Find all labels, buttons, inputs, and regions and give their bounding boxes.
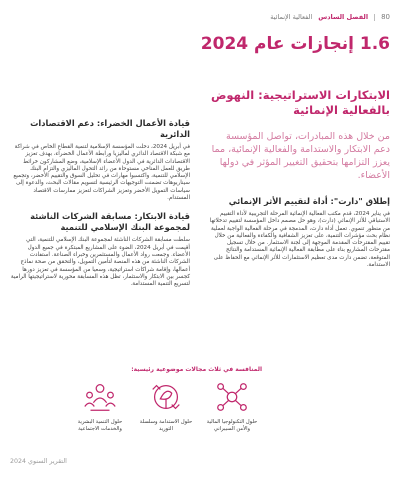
right-intro: من خلال هذه المبادرات، تواصل المؤسسة دعم الابتكار والاستدامة والفعالية الإنمائية، مما يعزز التزامها بتحقيق التغيير المؤثر في دولها الأعضاء. — [211, 131, 390, 181]
page-title: 1.6 إنجازات عام 2024 — [200, 34, 390, 54]
right-subtitle: الابتكارات الاستراتيجية: النهوض بالفعالية الإنمائية — [210, 88, 390, 117]
page-footer: التقرير السنوي 2024 — [10, 458, 67, 465]
theme-item — [72, 378, 128, 432]
theme-item — [138, 378, 194, 432]
right-column — [208, 88, 390, 269]
startup-heading: قيادة الابتكار: مسابقة الشركات الناشئة لمجموعة البنك الإسلامي للتنمية — [30, 211, 190, 233]
green-business-body: في أبريل 2024، دخلت المؤسسة الإسلامية لتنمية القطاع الخاص في شراكة مع شبكة الاقتصاد الدائري لماليزيا ورابطة الأعمال الخضراء، بهدف تعزيز الاقتصادات الدائرية في الدول الأعضاء الإسلامية، وضع المشاركون خرائط طريق للعمل المناخي مستوحاة من رائد التحول الماليزي والتزام البنك الإسلامي للتنمية، واكتسبوا مهارات في تحليل السوق والتقييم الأخضر، وتجميع سيناريوهات تضمنت التوجيهات الرئيسية لتسويم مقالات البحث، والدعوة إلى سياسات التمويل الأخضر وتعزيز الشراكات لتعزيز ممارسات الاقتصاد المستدام. — [13, 144, 190, 202]
theme-item — [204, 378, 260, 432]
header-divider — [374, 14, 375, 21]
theme-label: حلول التنمية البشرية والخدمات الاجتماعية — [77, 419, 123, 432]
header-section: الفعالية الإنمائية — [270, 13, 313, 21]
theme-label: حلول التكنولوجيا المالية والأمن السيبراني — [206, 419, 258, 432]
dart-heading: إطلاق "دارت": أداة لتقييم الأثر الإنمائي — [228, 196, 390, 206]
startup-body: سلطت مسابقة الشركات الناشئة لمجموعة البنك الإسلامي للتنمية، التي أقيمت في أبريل 2024، الضوء على المشاريع المبتكرة في جميع الدول الأعضاء. وجمعت رواد الأعمال والمستثمرين وخبراء الصناعة. استفادت الشركات الناشئة من هذه المنصة لتأمين التمويل، والتحقق من صحة نماذج أعمالها، وإقامة شراكات استراتيجية، وسعيا من المؤسسة في تعزيز دورها كجسر بين الابتكار والاستثمار، تظل هذه المسابقة محورية لاستراتيجيتها الرامية لتسريع التنمية المستدامة. — [10, 237, 190, 288]
page-header — [10, 10, 390, 24]
fintech-network-icon — [213, 378, 251, 416]
sustainability-supply-icon — [147, 378, 185, 416]
theme-label: حلول الاستدامة وسلسلة التوريد — [139, 419, 193, 432]
left-column — [10, 118, 190, 288]
page-number: 80 — [381, 13, 390, 21]
header-chapter: الفصل السادس — [318, 13, 369, 21]
dart-body: في يناير 2024، قدم مكتب الفعالية الإنمائية المرحلة التجريبية لأداة التقييم الاستباقي للأثر الإنمائي (دارت)، وهو حل مصمم داخل المؤسسة لتقييم تدخلاتها من منظور تنموي. تعمل أداة دارت، المدمجة في مرحلة الفعالية الواجبة لعملية نظام بحث مؤشرات التنمية، على تعزيز الشفافية والكفاءة والفعالية من خلال تقييم المقترحات المقدمة الموجهة إلى لجنة الاستثمار. من خلال تسجيل مقترحات المشاريع بناء على مطابقة الفعالية الإنمائية المستدامة والنتائج المتوقعة، تضمن دارت مدى تعظيم الاستثمارات للأثر الإنمائي مع الحفاظ على الاستدامة. — [209, 211, 390, 269]
themes-title: المنافسة في ثلاث مجالات موضوعية رئيسية: — [131, 366, 262, 373]
human-development-icon — [81, 378, 119, 416]
green-business-heading: قيادة الأعمال الخضراء: دعم الاقتصادات الدائرية — [30, 118, 190, 139]
themes-row — [72, 378, 260, 432]
